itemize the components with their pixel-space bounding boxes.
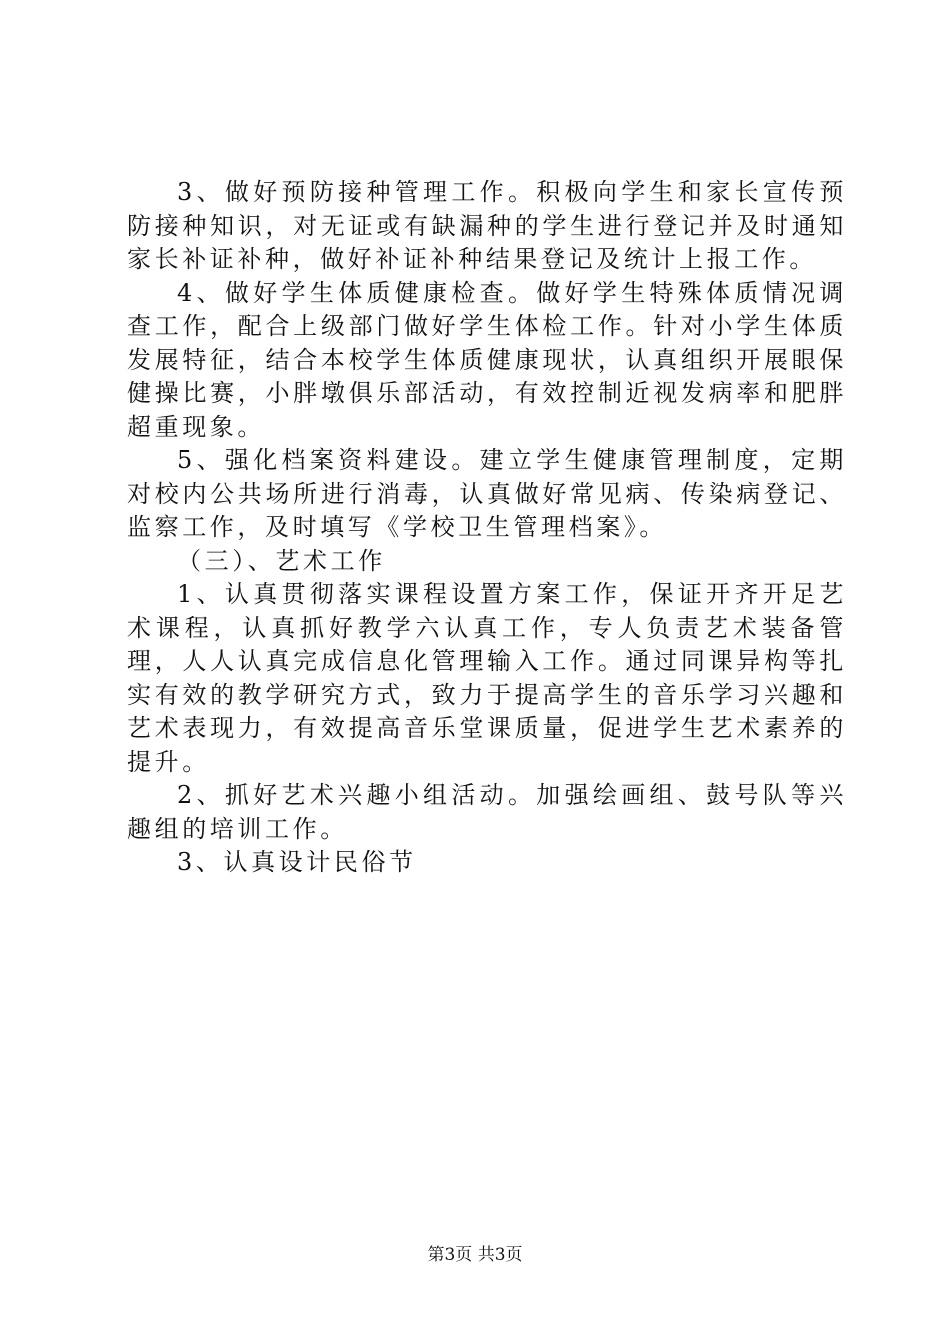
paragraph-archives: 5、强化档案资料建设。建立学生健康管理制度，定期对校内公共场所进行消毒，认真做好常见病、传染病登记、监察工作，及时填写《学校卫生管理档案》。 [127, 446, 847, 541]
page-number-footer: 第3页 共3页 [427, 1245, 523, 1265]
section-heading-art: （三）、艺术工作 [177, 546, 386, 575]
paragraph-art-curriculum: 1、认真贯彻落实课程设置方案工作，保证开齐开足艺术课程，认真抓好教学六认真工作，专人负责艺术装备管理，人人认真完成信息化管理输入工作。通过同课异构等扎实有效的教学研究方式，致力于提高学生的音乐学习兴趣和艺术表现力，有效提高音乐堂课质量，促进学生艺术素养的提升。 [127, 580, 847, 776]
document-body [127, 176, 847, 880]
paragraph-vaccination: 3、做好预防接种管理工作。积极向学生和家长宣传预防接种知识，对无证或有缺漏种的学生进行登记并及时通知家长补证补种，做好补证补种结果登记及统计上报工作。 [127, 178, 847, 273]
paragraph-health-check: 4、做好学生体质健康检查。做好学生特殊体质情况调查工作，配合上级部门做好学生体检工作。针对小学生体质发展特征，结合本校学生体质健康现状，认真组织开展眼保健操比赛，小胖墩俱乐部活动，有效控制近视发病率和肥胖超重现象。 [127, 278, 847, 441]
paragraph-folk-festival: 3、认真设计民俗节 [177, 848, 417, 876]
paragraph-art-groups: 2、抓好艺术兴趣小组活动。加强绘画组、鼓号队等兴趣组的培训工作。 [127, 781, 847, 843]
